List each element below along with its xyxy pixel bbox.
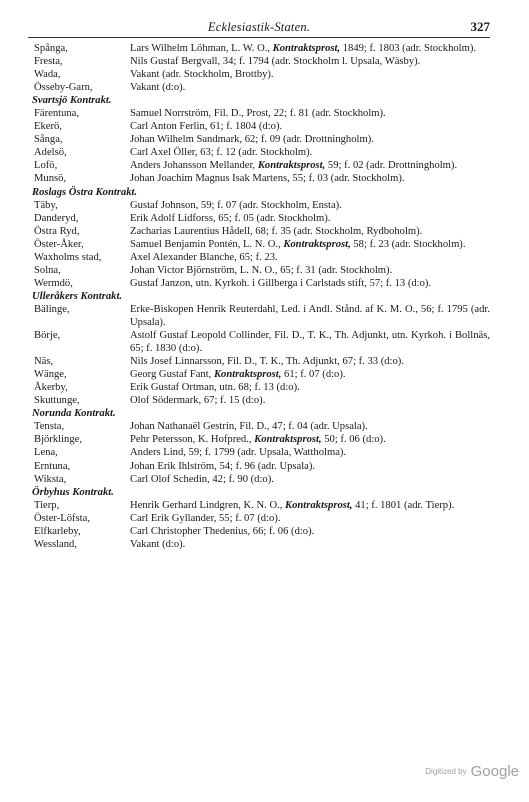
clergy-details	[130, 225, 490, 238]
clergy-details	[130, 446, 490, 459]
parish-name: Tierp,	[34, 499, 60, 511]
clergy-details	[130, 264, 490, 277]
parish-name: Öster-Löfsta,	[34, 512, 90, 524]
parish-name: Åkerby,	[34, 382, 68, 394]
clergy-details	[130, 251, 490, 264]
parish-entry	[34, 120, 490, 133]
clergy-details	[130, 538, 490, 551]
digitization-watermark	[0, 762, 529, 780]
entry-text: Erke-Biskopen Henrik Reuterdahl, Led. i Andl. Stånd. af K. M. O., 56; f. 1795 (adr. Upsala).	[130, 303, 490, 328]
clergy-details	[130, 355, 490, 368]
entry-text: Vakant (d:o).	[130, 538, 186, 550]
entry-text: Johan Wilhelm Sandmark, 62; f. 09 (adr. Drottningholm).	[130, 134, 374, 146]
running-title: Ecklesiastik-Staten.	[207, 20, 311, 34]
parish-name: Täby,	[34, 199, 58, 211]
parish-name: Wermdö,	[34, 277, 73, 289]
parish-name: Danderyd,	[34, 212, 79, 224]
entry-text: Henrik Gerhard Lindgren, K. N. O.,	[130, 499, 286, 511]
entry-text: Carl Anton Ferlin, 61; f. 1804 (d:o).	[130, 121, 283, 133]
clergy-details	[130, 303, 490, 329]
entry-text: Carl Axel Öller, 63; f. 12 (adr. Stockholm).	[130, 147, 313, 159]
parish-entry	[34, 433, 490, 446]
entry-text: Johan Joachim Magnus Isak Martens, 55; f. 03 (adr. Stockholm).	[130, 173, 405, 185]
parish-name: Sånga,	[34, 134, 63, 146]
parish-name: Wänge,	[34, 369, 67, 381]
entry-text: Nils Josef Linnarsson, Fil. D., T. K., Th. Adjunkt, 67; f. 33 (d:o).	[130, 356, 404, 368]
parish-entry	[34, 368, 490, 381]
contract-heading: Örbyhus Kontrakt.	[32, 486, 114, 498]
parish-entry	[34, 251, 490, 264]
clergy-details	[130, 212, 490, 225]
entry-text: Gustaf Janzon, utn. Kyrkoh. i Gillberga i Carlstads stift, 57; f. 13 (d:o).	[130, 277, 432, 289]
entry-text: Carl Olof Schedin, 42; f. 90 (d:o).	[130, 473, 274, 485]
parish-entry	[34, 55, 490, 68]
parish-entry	[34, 329, 490, 355]
parish-entry	[34, 172, 490, 185]
parish-name: Färentuna,	[34, 108, 80, 120]
entry-text: Anders Johansson Mellander,	[130, 160, 258, 172]
parish-entry	[34, 107, 490, 120]
contract-heading: Roslags Östra Kontrakt.	[32, 186, 138, 198]
entry-text: Vakant (d:o).	[130, 82, 186, 94]
parish-name: Wada,	[34, 69, 61, 81]
clergy-details	[130, 499, 490, 512]
entry-text: Astolf Gustaf Leopold Collinder, Fil. D., T. K., Th. Adjunkt, utn. Kyrkoh. i Bollnäs, 65; f. 1830 (d:o).	[130, 330, 490, 355]
directory-listing	[34, 42, 490, 551]
parish-entry	[34, 146, 490, 159]
title-italic: Kontraktsprost,	[283, 238, 351, 250]
parish-name: Erntuna,	[34, 460, 71, 472]
entry-text: Johan Nathanaël Gestrin, Fil. D., 47; f. 04 (adr. Upsala).	[130, 421, 368, 433]
parish-entry	[34, 277, 490, 290]
clergy-details	[130, 146, 490, 159]
parish-name: Munsö,	[34, 173, 67, 185]
contract-heading: Svartsjö Kontrakt.	[32, 95, 112, 107]
clergy-details	[130, 460, 490, 473]
entry-text: Pehr Petersson, K. Hofpred.,	[130, 434, 255, 446]
parish-entry	[34, 199, 490, 212]
parish-entry	[34, 394, 490, 407]
entry-text: Samuel Benjamin Pontén, L. N. O.,	[130, 238, 284, 250]
google-logo: Google	[470, 762, 519, 780]
clergy-details	[130, 172, 490, 185]
parish-name: Tensta,	[34, 421, 65, 433]
parish-entry	[34, 159, 490, 172]
parish-name: Öster-Åker,	[34, 238, 84, 250]
clergy-details	[130, 433, 490, 446]
title-italic: Kontraktsprost,	[254, 434, 322, 446]
entry-text: Gustaf Johnson, 59; f. 07 (adr. Stockholm, Ensta).	[130, 199, 342, 211]
parish-name: Wessland,	[34, 538, 77, 550]
entry-text: Axel Alexander Blanche, 65; f. 23.	[130, 251, 278, 263]
entry-text: Johan Erik Ihlström, 54; f. 96 (adr. Upsala).	[130, 460, 316, 472]
entry-text: Johan Victor Björnström, L. N. O., 65; f. 31 (adr. Stockholm).	[130, 264, 393, 276]
parish-entry	[34, 68, 490, 81]
entry-text: 1849; f. 1803 (adr. Stockholm).	[340, 43, 477, 54]
parish-entry	[34, 499, 490, 512]
entry-text: Erik Adolf Lidforss, 65; f. 05 (adr. Stockholm).	[130, 212, 331, 224]
parish-name: Östra Ryd,	[34, 225, 80, 237]
title-italic: Kontraktsprost,	[272, 43, 341, 54]
clergy-details	[130, 81, 490, 94]
parish-name: Solna,	[34, 264, 61, 276]
clergy-details	[130, 55, 490, 68]
entry-text: Erik Gustaf Ortman, utn. 68; f. 13 (d:o).	[130, 382, 300, 394]
parish-entry	[34, 460, 490, 473]
entry-text: 50; f. 06 (d:o).	[321, 434, 386, 446]
entry-text: 58; f. 23 (adr. Stockholm).	[350, 238, 466, 250]
page-number: 327	[470, 19, 490, 34]
parish-name: Össeby-Garn,	[34, 82, 93, 94]
parish-name: Skuttunge,	[34, 395, 80, 407]
entry-text: Carl Erik Gyllander, 55; f. 07 (d:o).	[130, 512, 281, 524]
parish-entry	[34, 303, 490, 329]
parish-name: Adelsö,	[34, 147, 67, 159]
clergy-details	[130, 133, 490, 146]
parish-entry	[34, 381, 490, 394]
page-header	[28, 19, 490, 38]
parish-entry	[34, 42, 490, 55]
clergy-details	[130, 381, 490, 394]
entry-text: 59; f. 02 (adr. Drottningholm).	[325, 160, 458, 172]
parish-name: Björklinge,	[34, 434, 82, 446]
entry-text: Zacharias Laurentius Hådell, 68; f. 35 (adr. Stockholm, Rydboholm).	[130, 225, 423, 237]
parish-name: Fresta,	[34, 56, 63, 68]
entry-text: 41; f. 1801 (adr. Tierp).	[352, 499, 455, 511]
entry-text: Georg Gustaf Fant,	[130, 369, 214, 381]
parish-entry	[34, 512, 490, 525]
parish-entry	[34, 525, 490, 538]
entry-text: Vakant (adr. Stockholm, Brottby).	[130, 69, 274, 81]
clergy-details	[130, 473, 490, 486]
parish-entry	[34, 133, 490, 146]
clergy-details	[130, 199, 490, 212]
clergy-details	[130, 238, 490, 251]
parish-entry	[34, 238, 490, 251]
entry-text: 61; f. 07 (d:o).	[281, 369, 346, 381]
parish-entry	[34, 81, 490, 94]
entry-text: Anders Lind, 59; f. 1799 (adr. Upsala, Wattholma).	[130, 447, 347, 459]
entry-text: Nils Gustaf Bergvall, 34; f. 1794 (adr. Stockholm l. Upsala, Wäsby).	[130, 56, 421, 68]
parish-name: Wiksta,	[34, 473, 67, 485]
parish-entry	[34, 264, 490, 277]
clergy-details	[130, 512, 490, 525]
parish-entry	[34, 355, 490, 368]
digitized-by-text: Digitized by	[425, 766, 467, 776]
parish-entry	[34, 538, 490, 551]
parish-name: Lena,	[34, 447, 58, 459]
clergy-details	[130, 394, 490, 407]
parish-entry	[34, 420, 490, 433]
parish-name: Bälinge,	[34, 303, 70, 315]
entry-text: Carl Christopher Thedenius, 66; f. 06 (d:o).	[130, 525, 315, 537]
clergy-details	[130, 420, 490, 433]
parish-entry	[34, 212, 490, 225]
title-italic: Kontraktsprost,	[213, 369, 282, 381]
parish-name: Ekerö,	[34, 121, 62, 133]
entry-text: Lars Wilhelm Löhman, L. W. O.,	[130, 43, 273, 54]
clergy-details	[130, 277, 490, 290]
clergy-details	[130, 68, 490, 81]
parish-name: Börje,	[34, 330, 61, 342]
parish-entry	[34, 473, 490, 486]
parish-name: Näs,	[34, 356, 54, 368]
clergy-details	[130, 525, 490, 538]
clergy-details	[130, 329, 490, 355]
contract-heading: Norunda Kontrakt.	[32, 408, 116, 420]
entry-text: Samuel Norrström, Fil. D., Prost, 22; f. 81 (adr. Stockholm).	[130, 108, 386, 120]
parish-name: Spånga,	[34, 43, 68, 54]
parish-name: Lofö,	[34, 160, 58, 172]
title-italic: Kontraktsprost,	[285, 499, 353, 511]
clergy-details	[130, 42, 490, 55]
parish-entry	[34, 225, 490, 238]
clergy-details	[130, 107, 490, 120]
parish-name: Elfkarleby,	[34, 525, 81, 537]
parish-name: Waxholms stad,	[34, 251, 102, 263]
title-italic: Kontraktsprost,	[257, 160, 326, 172]
entry-text: Olof Södermark, 67; f. 15 (d:o).	[130, 395, 266, 407]
clergy-details	[130, 368, 490, 381]
clergy-details	[130, 120, 490, 133]
clergy-details	[130, 159, 490, 172]
contract-heading: Ulleråkers Kontrakt.	[32, 290, 123, 302]
parish-entry	[34, 446, 490, 459]
